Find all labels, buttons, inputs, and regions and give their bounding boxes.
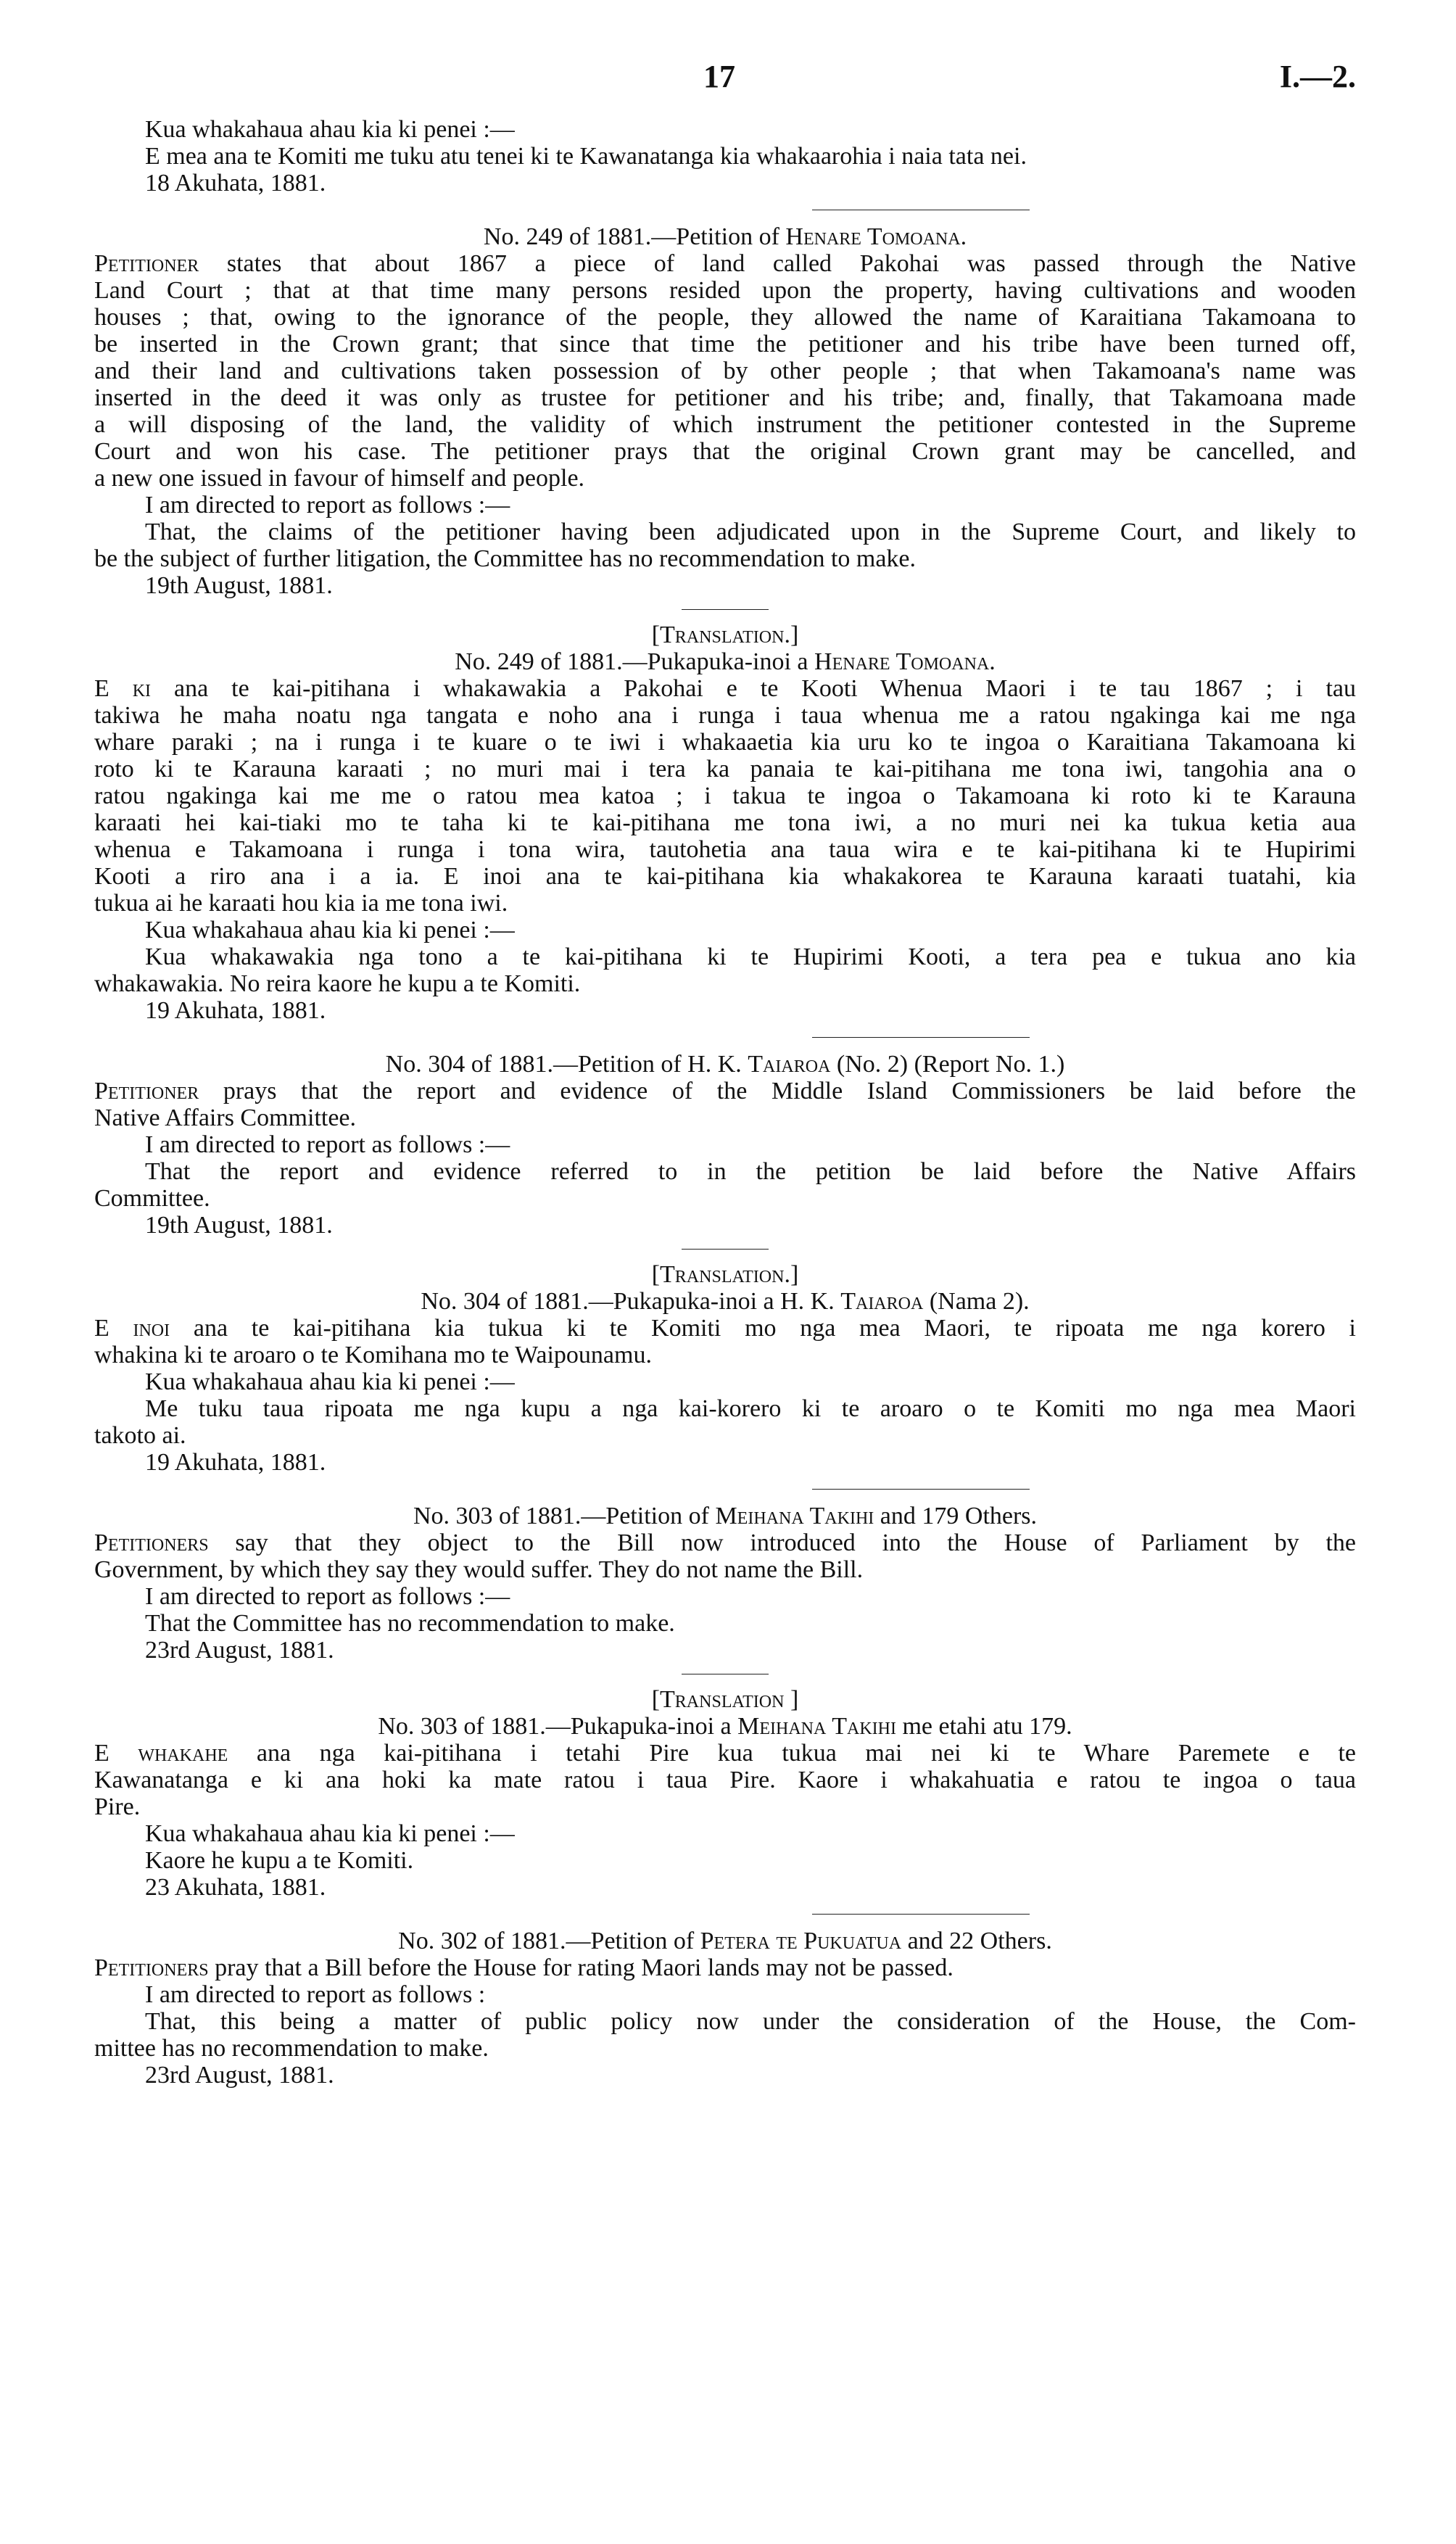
report-date: 19 Akuhata, 1881. [145,997,326,1024]
translation-body-line: takiwa he maha noatu nga tangata e noho ana i runga i taua whenua me a ratou ngakinga kai me nga [94,702,1356,729]
petition-body-line: Court and won his case. The petitioner prays that the original Crown grant may be cancelled, and [94,438,1356,465]
petition-body-line: be inserted in the Crown grant; that since that time the petitioner and his tribe have been turned off, [94,331,1356,358]
section-divider [812,1914,1030,1915]
report-intro: I am directed to report as follows :— [145,1583,510,1610]
translation-divider [682,1249,769,1250]
report-date: 19th August, 1881. [145,1212,333,1239]
petition-body-line: Native Affairs Committee. [94,1104,357,1131]
translation-body-line: whenua e Takamoana i runga i tona wira, tautohetia ana taua wira e te kai-pitihana ki te Hupirimi [94,836,1356,863]
translation-heading: No. 304 of 1881.—Pukapuka-inoi a H. K. Taiaroa (Nama 2). [421,1288,1030,1315]
report-date: 23 Akuhata, 1881. [145,1874,326,1901]
report-line: takoto ai. [94,1422,186,1449]
report-line: Kaore he kupu a te Komiti. [145,1847,414,1874]
translation-body-line: E inoi ana te kai-pitihana kia tukua ki te Komiti mo nga mea Maori, te ripoata me nga korero i [94,1315,1356,1342]
translation-label: [Translation ] [651,1686,799,1713]
opening-line: Kua whakahaua ahau kia ki penei :— [145,116,515,143]
petition-body-line: and their land and cultivations taken possession of by other people ; that when Takamoana's name was [94,358,1356,384]
translation-body-line: karaati hei kai-tiaki mo te taha ki te kai-pitihana me tona iwi, a no muri nei ka tukua ketia aua [94,809,1356,836]
petition-body-line: a will disposing of the land, the validity of which instrument the petitioner contested in the Supreme [94,411,1356,438]
opening-block [94,116,1356,197]
report-date: 23rd August, 1881. [145,2062,334,2089]
opening-line: E mea ana te Komiti me tuku atu tenei ki te Kawanatanga kia whakaarohia i naia tata nei. [145,143,1027,170]
report-intro: Kua whakahaua ahau kia ki penei :— [145,1368,515,1395]
report-intro: Kua whakahaua ahau kia ki penei :— [145,917,515,943]
page [94,58,1356,2089]
petition-heading: No. 302 of 1881.—Petition of Petera te Pukuatua and 22 Others. [398,1928,1052,1954]
report-intro: Kua whakahaua ahau kia ki penei :— [145,1820,515,1847]
translation-body-line: ratou ngakinga kai me me o ratou mea katoa ; i takua te ingoa o Takamoana ki roto ki te Karauna [94,782,1356,809]
document-reference: I.—2. [1279,59,1356,94]
translation-divider [682,609,769,610]
report-line: Committee. [94,1185,210,1212]
translation-body-line: whare paraki ; na i runga i te kuare o te iwi i whakaaetia kia uru ko te ingoa o Karaitiana Takamoana ki [94,729,1356,756]
petition-body-line: Petitioner states that about 1867 a piece of land called Pakohai was passed through the Native [94,250,1356,277]
translation-label: [Translation.] [651,1261,799,1288]
petition-body-line: houses ; that, owing to the ignorance of the people, they allowed the name of Karaitiana Takamoana to [94,304,1356,331]
petition-heading: No. 249 of 1881.—Petition of Henare Tomoana. [483,223,967,250]
page-number: 17 [703,59,735,94]
petition-body-line: Petitioners say that they object to the Bill now introduced into the House of Parliament by the [94,1529,1356,1556]
translation-body-line: whakina ki te aroaro o te Komihana mo te Waipounamu. [94,1342,652,1368]
translation-body-line: Kooti a riro ana i a ia. E inoi ana te kai-pitihana kia whakakorea te Karauna karaati tuatahi, kia [94,863,1356,890]
translation-body-line: Kawanatanga e ki ana hoki ka mate ratou i taua Pire. Kaore i whakahuatia e ratou te ingoa o taua [94,1767,1356,1793]
report-line: be the subject of further litigation, the Committee has no recommendation to make. [94,545,917,572]
translation-body-line: E whakahe ana nga kai-pitihana i tetahi Pire kua tukua mai nei ki te Whare Paremete e te [94,1740,1356,1767]
report-date: 23rd August, 1881. [145,1637,334,1664]
petition-302 [94,1928,1356,2089]
petition-body-line: Land Court ; that at that time many persons resided upon the property, having cultivations and wooden [94,277,1356,304]
section-divider [812,1489,1030,1490]
translation-body-line: roto ki te Karauna karaati ; no muri mai i tera ka panaia te kai-pitihana me tona iwi, tangohia ana o [94,756,1356,782]
report-line: That, the claims of the petitioner having been adjudicated upon in the Supreme Court, and likely to [145,519,1356,545]
report-line: That the Committee has no recommendation to make. [145,1610,675,1637]
translation-body-line: Pire. [94,1793,141,1820]
translation-303 [94,1686,1356,1901]
report-date: 19 Akuhata, 1881. [145,1449,326,1476]
petition-body-line: inserted in the deed it was only as trustee for petitioner and his tribe; and, finally, that Takamoana made [94,384,1356,411]
translation-304 [94,1261,1356,1476]
translation-label: [Translation.] [651,621,799,648]
translation-heading: No. 303 of 1881.—Pukapuka-inoi a Meihana Takihi me etahi atu 179. [378,1713,1072,1740]
page-header [94,58,1356,116]
translation-body-line: tukua ai he karaati hou kia ia me tona iwi. [94,890,508,917]
report-line: mittee has no recommendation to make. [94,2035,489,2062]
report-line: Me tuku taua ripoata me nga kupu a nga kai-korero ki te aroaro o te Komiti mo nga mea Maori [145,1395,1356,1422]
report-line: whakawakia. No reira kaore he kupu a te Komiti. [94,970,581,997]
translation-body-line: E ki ana te kai-pitihana i whakawakia a Pakohai e te Kooti Whenua Maori i te tau 1867 ; i tau [94,675,1356,702]
petition-303 [94,1503,1356,1664]
petition-heading: No. 303 of 1881.—Petition of Meihana Takihi and 179 Others. [413,1503,1038,1529]
translation-249 [94,621,1356,1024]
petition-body-line: Government, by which they say they would suffer. They do not name the Bill. [94,1556,864,1583]
translation-heading: No. 249 of 1881.—Pukapuka-inoi a Henare Tomoana. [455,648,996,675]
petition-249 [94,223,1356,599]
report-line: That the report and evidence referred to in the petition be laid before the Native Affairs [145,1158,1356,1185]
report-intro: I am directed to report as follows :— [145,492,510,519]
petition-304 [94,1051,1356,1239]
petition-heading: No. 304 of 1881.—Petition of H. K. Taiaroa (No. 2) (Report No. 1.) [385,1051,1065,1078]
report-line: That, this being a matter of public policy now under the consideration of the House, the Com- [145,2008,1356,2035]
petition-body-line: Petitioners pray that a Bill before the House for rating Maori lands may not be passed. [94,1954,954,1981]
report-intro: I am directed to report as follows :— [145,1131,510,1158]
report-date: 19th August, 1881. [145,572,333,599]
section-divider [812,1037,1030,1038]
report-line: Kua whakawakia nga tono a te kai-pitihana ki te Hupirimi Kooti, a tera pea e tukua ano kia [145,943,1356,970]
petition-body-line: a new one issued in favour of himself and people. [94,465,585,492]
report-intro: I am directed to report as follows : [145,1981,486,2008]
petition-body-line: Petitioner prays that the report and evidence of the Middle Island Commissioners be laid before the [94,1078,1356,1104]
opening-date: 18 Akuhata, 1881. [145,170,326,197]
